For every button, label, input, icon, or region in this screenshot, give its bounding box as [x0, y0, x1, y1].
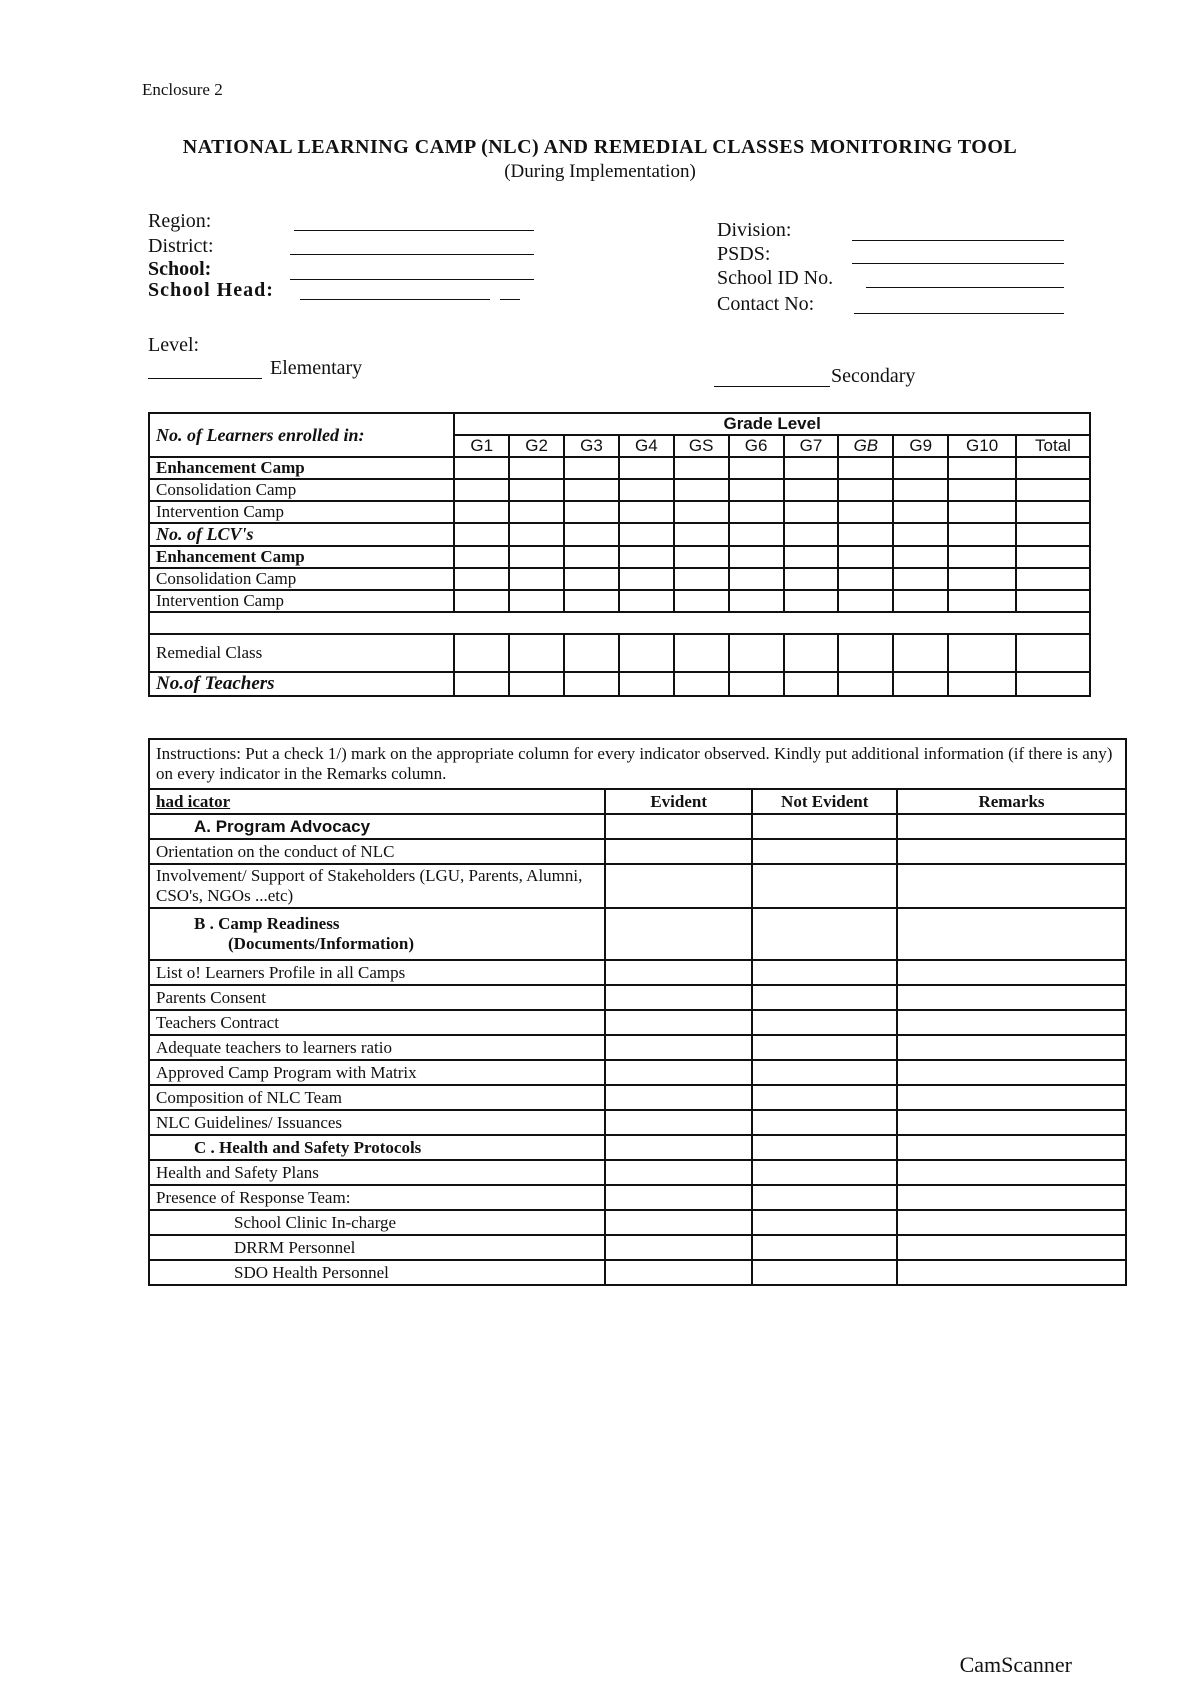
- table-row: [149, 479, 1090, 501]
- table-row: [149, 672, 1090, 696]
- table-row: [149, 1085, 1126, 1110]
- region-label: Region:: [148, 210, 212, 232]
- indicator-table: [148, 738, 1127, 1286]
- table-row: [149, 1110, 1126, 1135]
- grade-col-g2: G2: [509, 435, 564, 457]
- indicator-label: List o! Learners Profile in all Camps: [149, 960, 605, 985]
- section-c-title: C . Health and Safety Protocols: [149, 1135, 605, 1160]
- secondary-checkbox-line[interactable]: [714, 386, 830, 387]
- indicator-label: Health and Safety Plans: [149, 1160, 605, 1185]
- school-field[interactable]: [290, 279, 534, 280]
- indicator-label: Approved Camp Program with Matrix: [149, 1060, 605, 1085]
- table-row: [149, 1035, 1126, 1060]
- indicator-label: Composition of NLC Team: [149, 1085, 605, 1110]
- document-title: NATIONAL LEARNING CAMP (NLC) AND REMEDIAL CLASSES MONITORING TOOL: [182, 136, 1018, 158]
- school-id-label: School ID No.: [717, 267, 834, 289]
- contact-label: Contact No:: [717, 293, 815, 315]
- indicator-label: NLC Guidelines/ Issuances: [149, 1110, 605, 1135]
- row-label: [149, 612, 1090, 634]
- school-head-field[interactable]: [300, 299, 490, 300]
- column-header-remarks: Remarks: [897, 789, 1126, 814]
- instructions-text: Instructions: Put a check 1/) mark on the appropriate column for every indicator observed. Kindly put additional information (if there is any) on every indicator in the Remarks column.: [149, 739, 1126, 789]
- section-b-title: [149, 908, 605, 960]
- table-row: [149, 523, 1090, 546]
- table-row: [149, 839, 1126, 864]
- indicator-label: Adequate teachers to learners ratio: [149, 1035, 605, 1060]
- psds-label: PSDS:: [717, 243, 771, 265]
- region-field[interactable]: [294, 230, 534, 231]
- grade-col-g7: G7: [784, 435, 839, 457]
- indicator-label: Orientation on the conduct of NLC: [149, 839, 605, 864]
- section-a-title: A. Program Advocacy: [149, 814, 605, 839]
- school-id-field[interactable]: [866, 287, 1064, 288]
- grade-col-g6: G6: [729, 435, 784, 457]
- camscanner-watermark: CamScanner: [959, 1652, 1072, 1677]
- row-label: Consolidation Camp: [149, 568, 454, 590]
- table-row: [149, 1185, 1126, 1210]
- row-label: Intervention Camp: [149, 501, 454, 523]
- grade-col-g5: GS: [674, 435, 729, 457]
- table-row: [149, 501, 1090, 523]
- grade-col-g10: G10: [948, 435, 1016, 457]
- section-row: [149, 1135, 1126, 1160]
- grade-col-g1: G1: [454, 435, 509, 457]
- table-row: [149, 864, 1126, 908]
- elementary-checkbox-line[interactable]: [148, 378, 262, 379]
- elementary-label: Elementary: [270, 357, 363, 379]
- secondary-label: Secondary: [831, 365, 916, 387]
- indicator-label: SDO Health Personnel: [149, 1260, 605, 1285]
- indicator-label: Parents Consent: [149, 985, 605, 1010]
- school-head-label: School Head:: [148, 279, 274, 301]
- enrollment-header: No. of Learners enrolled in:: [149, 413, 454, 457]
- grade-level-title: Grade Level: [454, 413, 1090, 435]
- row-label: Intervention Camp: [149, 590, 454, 612]
- table-row: [149, 568, 1090, 590]
- section-row: [149, 908, 1126, 960]
- table-row: [149, 1260, 1126, 1285]
- level-label: Level:: [148, 334, 200, 356]
- table-row: [149, 1010, 1126, 1035]
- grade-col-g9: G9: [893, 435, 948, 457]
- enrollment-table: [148, 412, 1091, 697]
- indicator-label: School Clinic In-charge: [149, 1210, 605, 1235]
- table-row: [149, 546, 1090, 568]
- column-header-indicator: had icator: [149, 789, 605, 814]
- psds-field[interactable]: [852, 263, 1064, 264]
- division-label: Division:: [717, 219, 792, 241]
- district-field[interactable]: [290, 254, 534, 255]
- indicator-label: Teachers Contract: [149, 1010, 605, 1035]
- document-subtitle: (During Implementation): [504, 161, 696, 182]
- table-row: [149, 590, 1090, 612]
- table-row: [149, 1210, 1126, 1235]
- row-label: Consolidation Camp: [149, 479, 454, 501]
- row-label: Remedial Class: [149, 634, 454, 672]
- table-row: [149, 634, 1090, 672]
- table-row: [149, 1235, 1126, 1260]
- contact-field[interactable]: [854, 313, 1064, 314]
- table-row: [149, 457, 1090, 479]
- enclosure-label: Enclosure 2: [142, 80, 223, 99]
- grade-col-total: Total: [1016, 435, 1090, 457]
- table-row: [149, 960, 1126, 985]
- grade-col-g8: GB: [838, 435, 893, 457]
- table-row: [149, 1160, 1126, 1185]
- indicator-label: DRRM Personnel: [149, 1235, 605, 1260]
- section-b-line1: B . Camp Readiness: [194, 914, 340, 933]
- section-b-line2: (Documents/Information): [228, 934, 415, 953]
- table-row: [149, 1060, 1126, 1085]
- grade-col-g3: G3: [564, 435, 619, 457]
- school-label: School:: [148, 258, 212, 280]
- indicator-label: Presence of Response Team:: [149, 1185, 605, 1210]
- table-row: [149, 985, 1126, 1010]
- column-header-evident: Evident: [605, 789, 753, 814]
- table-spacer-row: [149, 612, 1090, 634]
- row-label: No.of Teachers: [149, 672, 454, 696]
- grade-col-g4: G4: [619, 435, 674, 457]
- indicator-label: Involvement/ Support of Stakeholders (LGU, Parents, Alumni, CSO's, NGOs ...etc): [149, 864, 605, 908]
- row-label: No. of LCV's: [149, 523, 454, 546]
- section-row: [149, 814, 1126, 839]
- row-label: Enhancement Camp: [149, 457, 454, 479]
- division-field[interactable]: [852, 240, 1064, 241]
- row-label: Enhancement Camp: [149, 546, 454, 568]
- school-head-field-tail: [500, 299, 520, 300]
- district-label: District:: [148, 235, 214, 257]
- column-header-not-evident: Not Evident: [752, 789, 897, 814]
